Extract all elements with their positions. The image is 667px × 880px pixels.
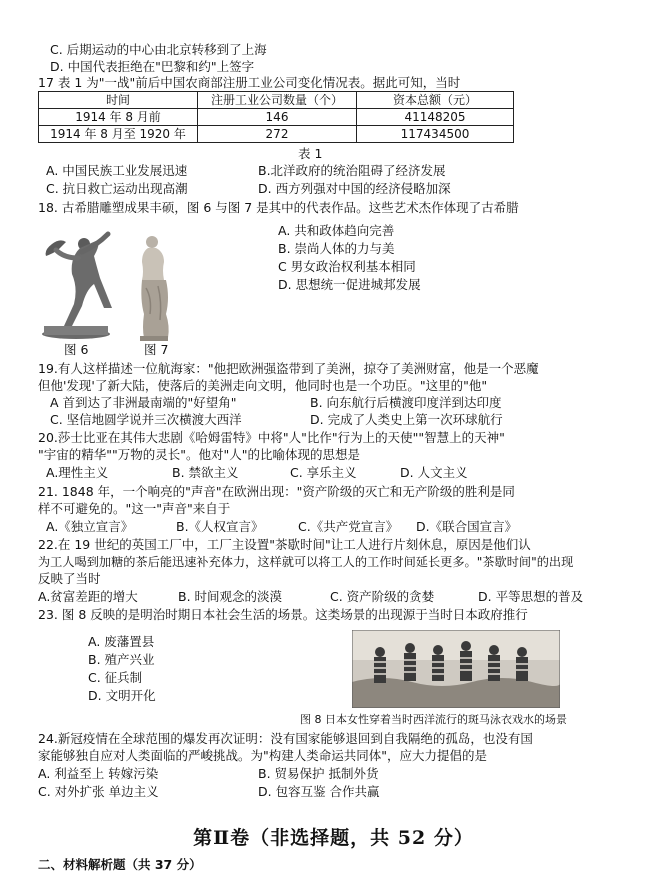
q21-option-b: B.《人权宣言》 — [176, 519, 264, 534]
q23-option-c: C. 征兵制 — [88, 670, 143, 685]
table-caption: 表 1 — [298, 146, 323, 161]
section-title: 第Ⅱ卷（非选择题，共 52 分） — [193, 827, 474, 849]
table-cell: 41148205 — [357, 109, 514, 126]
section-subtitle: 二、材料解析题（共 37 分） — [38, 857, 202, 872]
q17-stem: 17 表 1 为"一战"前后中国农商部注册工业公司变化情况表。据此可知，当时 — [38, 75, 461, 90]
q24-stem-line1: 24.新冠疫情在全球范围的爆发再次证明：没有国家能够退回到自我隔绝的孤岛，也没有国 — [38, 731, 533, 746]
q24-option-c: C. 对外扩张 单边主义 — [38, 784, 159, 799]
table-header-row — [39, 92, 514, 109]
table-cell: 146 — [198, 109, 357, 126]
q17-option-c: C. 抗日救亡运动出现高潮 — [46, 181, 188, 196]
q19-stem-line1: 19.有人这样描述一位航海家："他把欧洲强盗带到了美洲，掠夺了美洲财富，他是一个恶魔 — [38, 361, 539, 376]
q18-option-b: B. 崇尚人体的力与美 — [278, 241, 395, 256]
q20-option-d: D. 人文主义 — [400, 465, 468, 480]
table-row — [39, 126, 514, 143]
q23-option-a: A. 废藩置县 — [88, 634, 155, 649]
q20-option-a: A.理性主义 — [46, 465, 109, 480]
table-header-cell: 资本总额（元） — [357, 92, 514, 109]
q17-option-d: D. 西方列强对中国的经济侵略加深 — [258, 181, 451, 196]
q21-option-a: A.《独立宣言》 — [46, 519, 134, 534]
q21-stem-line2: 样不可避免的。"这一"声音"来自于 — [38, 501, 231, 516]
q19-option-c: C. 坚信地圆学说并三次横渡大西洋 — [50, 412, 242, 427]
q21-option-c: C.《共产党宣言》 — [298, 519, 399, 534]
figure-6-caption: 图 6 — [64, 342, 89, 357]
q22-option-b: B. 时间观念的淡漠 — [178, 589, 283, 604]
q18-option-a: A. 共和政体趋向完善 — [278, 223, 395, 238]
q22-option-d: D. 平等思想的普及 — [478, 589, 584, 604]
table-cell: 272 — [198, 126, 357, 143]
q23-stem: 23. 图 8 反映的是明治时期日本社会生活的场景。这类场景的出现源于当时日本政府推行 — [38, 607, 528, 622]
q23-option-b: B. 殖产兴业 — [88, 652, 155, 667]
q20-stem-line1: 20.莎士比亚在其伟大悲剧《哈姆雷特》中将"人"比作"行为上的天使""智慧上的天神" — [38, 430, 505, 445]
table-cell: 117434500 — [357, 126, 514, 143]
q22-option-a: A.贫富差距的增大 — [38, 589, 138, 604]
q16-option-d: D. 中国代表拒绝在"巴黎和约"上签字 — [50, 59, 255, 74]
figure-8-caption: 图 8 日本女性穿着当时西洋流行的斑马泳衣戏水的场景 — [300, 713, 567, 726]
q24-option-a: A. 利益至上 转嫁污染 — [38, 766, 159, 781]
q16-option-c: C. 后期运动的中心由北京转移到了上海 — [50, 42, 267, 57]
q19-option-b: B. 向东航行后横渡印度洋到达印度 — [310, 395, 502, 410]
q22-option-c: C. 资产阶级的贪婪 — [330, 589, 435, 604]
figure-6-discobolus-image — [36, 222, 116, 340]
table-1 — [38, 91, 514, 143]
q17-option-a: A. 中国民族工业发展迅速 — [46, 163, 188, 178]
q24-stem-line2: 家能够独自应对人类面临的严峻挑战。为"构建人类命运共同体"，应大力提倡的是 — [38, 748, 488, 763]
table-header-cell: 时间 — [39, 92, 198, 109]
table-row — [39, 109, 514, 126]
q21-stem-line1: 21. 1848 年，一个响亮的"声音"在欧洲出现："资产阶级的灭亡和无产阶级的胜利是同 — [38, 484, 515, 499]
table-header-cell: 注册工业公司数量（个） — [198, 92, 357, 109]
q24-option-d: D. 包容互鉴 合作共赢 — [258, 784, 380, 799]
q19-stem-line2: 但他'发现'了新大陆，使落后的美洲走向文明，他同时也是一个功臣。"这里的"他" — [38, 378, 488, 393]
q21-option-d: D.《联合国宣言》 — [416, 519, 518, 534]
figure-7-venus-image — [130, 232, 178, 342]
q18-option-d: D. 思想统一促进城邦发展 — [278, 277, 421, 292]
q22-stem-line1: 22.在 19 世纪的英国工厂中，工厂主设置"茶歇时间"让工人进行片刻休息，原因是他们认 — [38, 537, 531, 552]
q24-option-b: B. 贸易保护 抵制外货 — [258, 766, 379, 781]
q19-option-d: D. 完成了人类史上第一次环球航行 — [310, 412, 503, 427]
table-cell: 1914 年 8 月至 1920 年 — [39, 126, 198, 143]
figure-8-photo — [352, 630, 560, 708]
q17-option-b: B.北洋政府的统治阻碍了经济发展 — [258, 163, 446, 178]
figure-7-caption: 图 7 — [144, 342, 169, 357]
q20-stem-line2: "宇宙的精华""万物的灵长"。他对"人"的比喻体现的思想是 — [38, 447, 360, 462]
table-cell: 1914 年 8 月前 — [39, 109, 198, 126]
q22-stem-line3: 反映了当时 — [38, 571, 101, 586]
q20-option-b: B. 禁欲主义 — [172, 465, 239, 480]
q18-option-c: C 男女政治权利基本相同 — [278, 259, 416, 274]
q20-option-c: C. 享乐主义 — [290, 465, 357, 480]
q22-stem-line2: 为工人喝到加糖的茶后能迅速补充体力，这样就可以将工人的工作时间延长更多。"茶歇时间"的出现 — [38, 555, 574, 569]
q18-stem: 18. 古希腊雕塑成果丰硕，图 6 与图 7 是其中的代表作品。这些艺术杰作体现了古希腊 — [38, 200, 519, 215]
q19-option-a: A 首到达了非洲最南端的"好望角" — [50, 395, 237, 410]
q23-option-d: D. 文明开化 — [88, 688, 156, 703]
